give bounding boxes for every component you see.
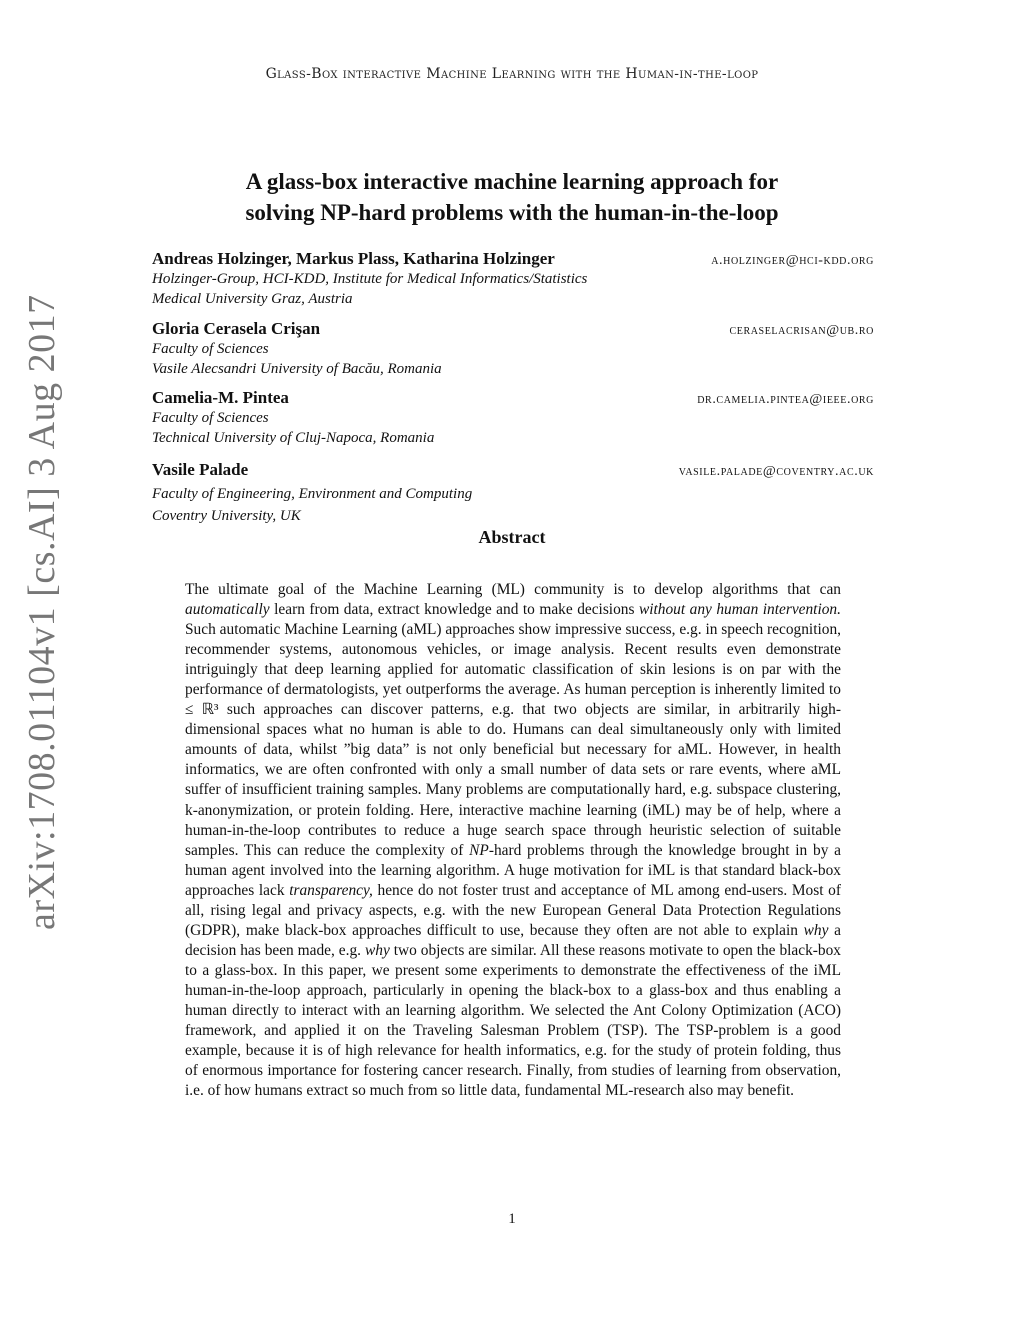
abstract-segment: Such automatic Machine Learning (aML) approaches show impressive success, e.g. in speech recognition, recommender systems, autonomous vehicles, or image analysis. Recent results even demonstrate intriguingly that deep learning applied for automatic classification of skin lesions is on par with the performance of dermatologists, yet outperforms the average. As human perception is inherently limited to ≤ ℝ³ such approaches can discover patterns, e.g. that two objects are similar, in arbitrarily high-dimensional spaces what no human is able to do. Humans can deal simultaneously only with limited amounts of data, whilst ”big data” is not only beneficial but necessary for aML. However, in health informatics, we are often confronted with only a small number of data sets or rare events, where aML suffer of insufficient training samples. Many problems are computationally hard, e.g. subspace clustering, k-anonymization, or protein folding. Here, interactive machine learning (iML) may be of help, where a human-in-the-loop contributes to reduce a huge search space through heuristic selection of suitable samples. This can reduce the complexity of bbox=[185, 621, 841, 859]
author-group-2 bbox=[152, 319, 874, 379]
abstract-emphasis: why bbox=[803, 921, 829, 939]
author-affiliation: Faculty of Sciences bbox=[152, 410, 269, 426]
title-line-1: A glass-box interactive machine learning approach for bbox=[245, 169, 779, 194]
abstract-segment: two objects are similar. All these reasons motivate to open the black-box to a glass-box. In this paper, we present some experiments to demonstrate the effectiveness of the iML human-in-the-loop approach, particularly in opening the black-box to a glass-box and thus enabling a human directly to interact with an learning algorithm. We selected the Ant Colony Optimization (ACO) framework, and applied it on the Traveling Salesman Problem (TSP). The TSP-problem is a good example, because it is of high relevance for health informatics, e.g. for the study of protein folding, thus of enormous importance for fostering cancer research. Finally, from studies of learning from observation, i.e. of how humans extract so much from so little data, fundamental ML-research also may benefit. bbox=[185, 941, 841, 1100]
abstract-segment: a decision has been made, e.g. bbox=[185, 921, 841, 959]
author-email[interactable]: ceraselacrisan@ub.ro bbox=[729, 323, 874, 338]
author-group-1 bbox=[152, 249, 874, 309]
abstract-segment: -hard problems through the knowledge brought in by a human agent involved into the learning algorithm. A huge motivation for iML is that standard black-box approaches lack bbox=[185, 841, 841, 899]
author-names: Vasile Palade bbox=[152, 460, 249, 479]
author-affiliation: Coventry University, UK bbox=[152, 508, 301, 524]
author-affiliation: Faculty of Engineering, Environment and Computing bbox=[152, 486, 473, 502]
arxiv-identifier-stamp: arXiv:1708.01104v1 [cs.AI] 3 Aug 2017 bbox=[21, 294, 63, 930]
author-affiliation: Medical University Graz, Austria bbox=[152, 291, 353, 307]
title-line-2: solving NP-hard problems with the human-in-the-loop bbox=[245, 200, 779, 225]
author-email[interactable]: dr.camelia.pintea@ieee.org bbox=[697, 392, 874, 407]
abstract-emphasis: why bbox=[364, 941, 390, 959]
abstract-segment: The ultimate goal of the Machine Learning (ML) community is to develop algorithms that can bbox=[185, 581, 841, 598]
author-affiliation: Technical University of Cluj-Napoca, Romania bbox=[152, 430, 435, 446]
author-affiliation: Holzinger-Group, HCI-KDD, Institute for Medical Informatics/Statistics bbox=[152, 271, 588, 287]
author-affiliation: Vasile Alecsandri University of Bacău, Romania bbox=[152, 361, 442, 377]
running-head: Glass-Box interactive Machine Learning with the Human-in-the-loop bbox=[265, 66, 759, 82]
abstract-emphasis: transparency, bbox=[289, 881, 373, 899]
abstract-segment: hence do not foster trust and acceptance of ML among end-users. Most of all, rising legal and privacy aspects, e.g. with the new European General Data Protection Regulations (GDPR), make black-box approaches difficult to use, because they often are not able to explain bbox=[185, 881, 841, 939]
author-names: Andreas Holzinger, Markus Plass, Katharina Holzinger bbox=[152, 249, 555, 268]
abstract-emphasis: NP bbox=[469, 841, 489, 859]
abstract-text bbox=[185, 580, 841, 1101]
page-number: 1 bbox=[508, 1211, 516, 1227]
abstract-segment: learn from data, extract knowledge and to make decisions bbox=[274, 601, 635, 619]
author-names: Gloria Cerasela Crişan bbox=[152, 319, 321, 338]
abstract-emphasis: without any human intervention. bbox=[638, 601, 841, 619]
author-email[interactable]: vasile.palade@coventry.ac.uk bbox=[678, 464, 874, 479]
abstract-heading: Abstract bbox=[478, 527, 546, 547]
paper-title bbox=[100, 166, 924, 228]
author-group-3 bbox=[152, 388, 874, 448]
abstract-emphasis: automatically bbox=[185, 601, 270, 619]
author-names: Camelia-M. Pintea bbox=[152, 388, 289, 407]
author-affiliation: Faculty of Sciences bbox=[152, 341, 269, 357]
author-group-4 bbox=[152, 460, 874, 526]
author-email[interactable]: a.holzinger@hci-kdd.org bbox=[711, 253, 874, 268]
